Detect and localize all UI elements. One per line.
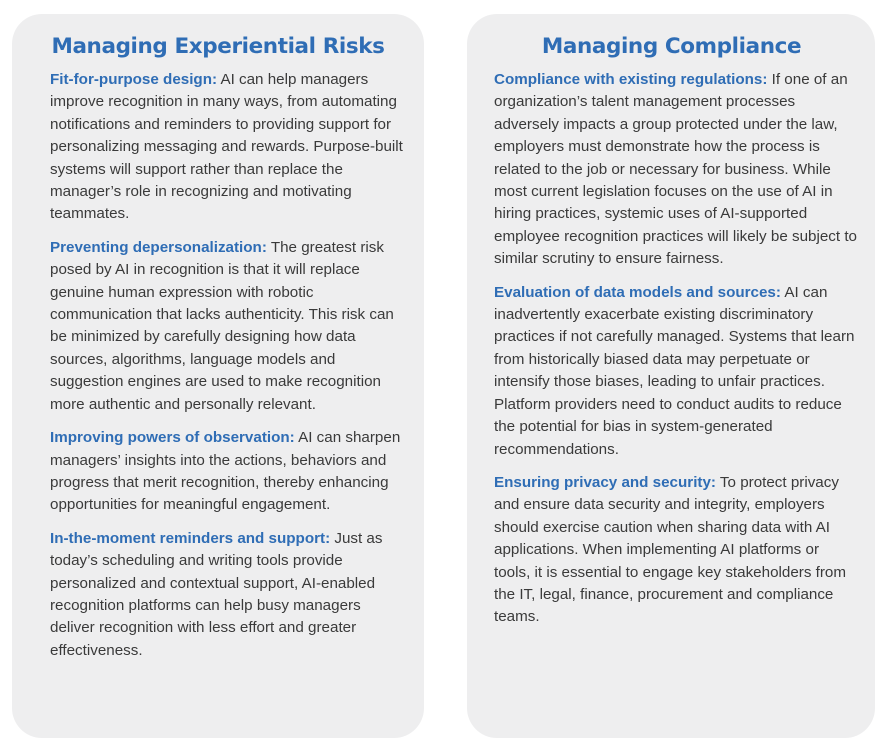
item-text: AI can inadvertently exacerbate existing discriminatory practices if not carefully managed. Systems that learn from historically biased data may perpetuate or intensify those biases, leading to unfair practices. Platform providers need to conduct audits to reduce the potential for bias in system-generated recommendations. xyxy=(494,283,855,458)
item-text: If one of an organization’s talent management processes adversely impacts a group protected under the law, employers must demonstrate how the process is related to the job or necessary for business. While most current legislation focuses on the use of AI in hiring practices, systemic uses of AI-supported employee recognition practices will likely be subject to similar scrutiny to ensure fairness. xyxy=(494,71,857,268)
item-heading: Improving powers of observation: xyxy=(50,429,295,447)
list-item xyxy=(50,427,408,517)
item-text: The greatest risk posed by AI in recognition is that it will replace genuine human expression with robotic communication that lacks authenticity. This risk can be minimized by carefully designing how data sources, algorithms, language models and suggestion engines are used to make recognition more authentic and personally relevant. xyxy=(50,238,394,413)
item-heading: Fit-for-purpose design: xyxy=(50,71,218,88)
panel-title: Managing Experiential Risks xyxy=(51,34,385,59)
compliance-panel xyxy=(467,14,875,738)
item-text: To protect privacy and ensure data security and integrity, employers should exercise caution when sharing data with AI applications. When implementing AI platforms or tools, it is essential to engage key stakeholders from the IT, legal, finance, procurement and compliance teams. xyxy=(494,473,847,626)
experiential-risks-panel xyxy=(12,14,424,738)
list-item xyxy=(494,472,859,629)
item-text: Just as today’s scheduling and writing tools provide personalized and contextual support, AI-enabled recognition platforms can help busy managers deliver recognition with less effort and greater effectiveness. xyxy=(50,529,383,659)
panel-title: Managing Compliance xyxy=(541,34,802,59)
list-item xyxy=(50,69,408,226)
list-item xyxy=(494,69,859,271)
list-item xyxy=(494,282,859,461)
list-item xyxy=(50,528,408,662)
item-heading: Compliance with existing regulations: xyxy=(494,71,768,88)
item-text: AI can sharpen managers’ insights into the actions, behaviors and progress that merit recognition, thereby enhancing opportunities for meaningful engagement. xyxy=(50,429,401,514)
list-item xyxy=(50,237,408,416)
item-heading: Preventing depersonalization: xyxy=(50,238,267,256)
item-heading: Ensuring privacy and security: xyxy=(494,473,716,491)
item-heading: In-the-moment reminders and support: xyxy=(50,529,331,547)
item-text: AI can help managers improve recognition in many ways, from automating notifications and reminders to providing support for personalizing messaging and rewards. Purpose-built systems will support rather than replace the manager’s role in recognizing and motivating teammates. xyxy=(50,71,403,223)
item-heading: Evaluation of data models and sources: xyxy=(494,283,781,301)
